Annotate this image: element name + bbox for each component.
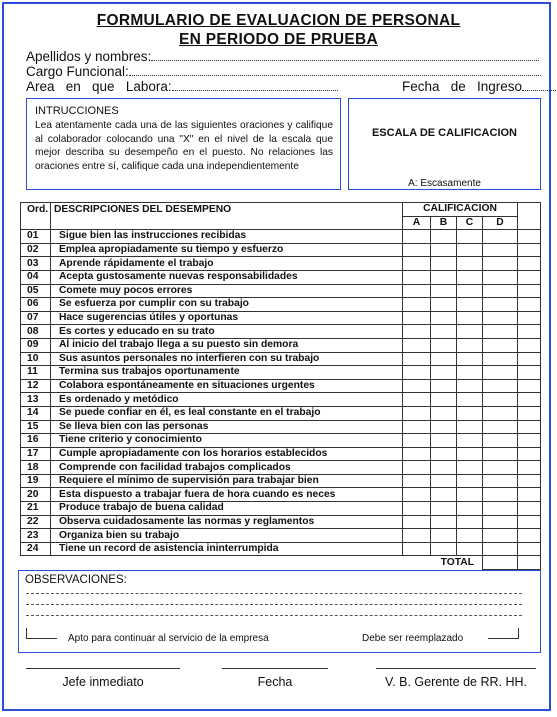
total-label: TOTAL: [440, 556, 474, 568]
grade-b-cell[interactable]: [431, 488, 457, 502]
row-description: Es ordenado y metódico: [51, 393, 403, 407]
row-description: Se esfuerza por cumplir con su trabajo: [51, 298, 403, 312]
grade-c-cell[interactable]: [457, 515, 483, 529]
grade-a-cell[interactable]: [403, 379, 431, 393]
row-description: Organiza bien su trabajo: [51, 529, 403, 543]
grade-c-cell[interactable]: [457, 270, 483, 284]
grade-d-cell[interactable]: [483, 406, 518, 420]
table-row: [21, 420, 541, 434]
signature-line-jefe[interactable]: [26, 668, 180, 669]
grade-d-cell[interactable]: [483, 379, 518, 393]
row-number: 24: [21, 542, 51, 556]
table-row: [21, 488, 541, 502]
grade-b-cell[interactable]: [431, 325, 457, 339]
grade-c-cell[interactable]: [457, 298, 483, 312]
table-row: [21, 393, 541, 407]
grade-a-cell[interactable]: [403, 230, 431, 244]
reemplazo-checkbox[interactable]: [488, 628, 519, 639]
grade-c-cell[interactable]: [457, 379, 483, 393]
row-description: Esta dispuesto a trabajar fuera de hora cuando es neces: [51, 488, 403, 502]
grade-b-cell[interactable]: [431, 515, 457, 529]
signature-label-jefe: Jefe inmediato: [62, 675, 144, 689]
grade-c-cell[interactable]: [457, 243, 483, 257]
grade-b-cell[interactable]: [431, 270, 457, 284]
grade-c-cell[interactable]: [457, 406, 483, 420]
grade-d-cell[interactable]: [483, 311, 518, 325]
row-number: 11: [21, 366, 51, 380]
row-extra-cell: [518, 474, 541, 488]
grade-a-cell[interactable]: [403, 461, 431, 475]
apto-label: Apto para continuar al servicio de la empresa: [68, 633, 269, 644]
grade-a-cell[interactable]: [403, 420, 431, 434]
table-row: [21, 338, 541, 352]
grade-b-cell[interactable]: [431, 230, 457, 244]
grade-b-cell[interactable]: [431, 529, 457, 543]
grade-b-cell[interactable]: [431, 366, 457, 380]
field-fecha-ingreso-line[interactable]: [522, 79, 557, 91]
row-description: Tiene un record de asistencia ininterrumpida: [51, 542, 403, 556]
grade-c-cell[interactable]: [457, 461, 483, 475]
total-value-cell[interactable]: [483, 556, 518, 570]
grade-b-cell[interactable]: [431, 502, 457, 516]
observations-line-3[interactable]: [26, 615, 522, 616]
row-description: Se lleva bien con las personas: [51, 420, 403, 434]
grade-d-cell[interactable]: [483, 488, 518, 502]
header-calificacion: CALIFICACION: [403, 203, 518, 217]
table-row: [21, 461, 541, 475]
row-description: Sigue bien las instrucciones recibidas: [51, 230, 403, 244]
field-cargo[interactable]: [26, 64, 541, 79]
field-apellidos[interactable]: [26, 49, 539, 64]
grade-c-cell[interactable]: [457, 420, 483, 434]
observations-title: OBSERVACIONES:: [25, 574, 127, 586]
grade-a-cell[interactable]: [403, 325, 431, 339]
field-area[interactable]: [26, 79, 338, 94]
grade-a-cell[interactable]: [403, 366, 431, 380]
row-description: Sus asuntos personales no interfieren con su trabajo: [51, 352, 403, 366]
field-fecha-ingreso-label: Fecha de Ingreso: [402, 79, 523, 94]
row-number: 14: [21, 406, 51, 420]
row-extra-cell: [518, 542, 541, 556]
row-extra-cell: [518, 243, 541, 257]
table-total-row: [21, 556, 541, 570]
row-number: 21: [21, 502, 51, 516]
reemplazo-label: Debe ser reemplazado: [362, 633, 464, 644]
row-extra-cell: [518, 338, 541, 352]
row-description: Comete muy pocos errores: [51, 284, 403, 298]
row-description: Acepta gustosamente nuevas responsabilidades: [51, 270, 403, 284]
table-row: [21, 230, 541, 244]
row-number: 03: [21, 257, 51, 271]
field-cargo-label: Cargo Funcional:: [26, 64, 129, 79]
field-area-label: Area en que Labora:: [26, 79, 172, 94]
grade-b-cell[interactable]: [431, 379, 457, 393]
grade-c-cell[interactable]: [457, 311, 483, 325]
grade-d-cell[interactable]: [483, 338, 518, 352]
row-number: 22: [21, 515, 51, 529]
grade-b-cell[interactable]: [431, 420, 457, 434]
table-row: [21, 270, 541, 284]
grade-a-cell[interactable]: [403, 502, 431, 516]
table-row: [21, 502, 541, 516]
row-extra-cell: [518, 298, 541, 312]
row-extra-cell: [518, 393, 541, 407]
table-row: [21, 311, 541, 325]
table-row: [21, 434, 541, 448]
row-description: Termina sus trabajos oportunamente: [51, 366, 403, 380]
table-row: [21, 257, 541, 271]
grade-d-cell[interactable]: [483, 393, 518, 407]
row-extra-cell: [518, 366, 541, 380]
instructions-box: [26, 98, 341, 190]
grade-a-cell[interactable]: [403, 515, 431, 529]
row-number: 15: [21, 420, 51, 434]
table-row: [21, 325, 541, 339]
grade-d-cell[interactable]: [483, 243, 518, 257]
header-ord: Ord.: [21, 203, 51, 217]
field-apellidos-label: Apellidos y nombres:: [26, 49, 152, 64]
grade-b-cell[interactable]: [431, 461, 457, 475]
row-description: Observa cuidadosamente las normas y reglamentos: [51, 515, 403, 529]
grade-b-cell[interactable]: [431, 406, 457, 420]
grade-b-cell[interactable]: [431, 298, 457, 312]
grade-d-cell[interactable]: [483, 352, 518, 366]
grade-d-cell[interactable]: [483, 434, 518, 448]
row-description: Tiene criterio y conocimiento: [51, 434, 403, 448]
signature-label-gerente: V. B. Gerente de RR. HH.: [385, 675, 527, 689]
grade-a-cell[interactable]: [403, 284, 431, 298]
grade-d-cell[interactable]: [483, 447, 518, 461]
grade-a-cell[interactable]: [403, 257, 431, 271]
grade-d-cell[interactable]: [483, 257, 518, 271]
grade-a-cell[interactable]: [403, 311, 431, 325]
apto-checkbox[interactable]: [26, 628, 57, 639]
grade-d-cell[interactable]: [483, 461, 518, 475]
row-extra-cell: [518, 230, 541, 244]
row-number: 01: [21, 230, 51, 244]
grade-a-cell[interactable]: [403, 474, 431, 488]
form-title-line1: FORMULARIO DE EVALUACION DE PERSONAL: [96, 12, 461, 29]
row-extra-cell: [518, 447, 541, 461]
grade-d-cell[interactable]: [483, 474, 518, 488]
table-row: [21, 406, 541, 420]
grade-d-header: D: [483, 216, 518, 230]
grade-a-cell[interactable]: [403, 338, 431, 352]
scale-box: [348, 98, 541, 190]
grades-extra-blank: [518, 216, 541, 230]
grade-c-cell[interactable]: [457, 502, 483, 516]
grade-d-cell[interactable]: [483, 515, 518, 529]
grade-c-cell[interactable]: [457, 325, 483, 339]
row-extra-cell: [518, 488, 541, 502]
grade-d-cell[interactable]: [483, 420, 518, 434]
row-number: 13: [21, 393, 51, 407]
grade-c-cell[interactable]: [457, 338, 483, 352]
table-row: [21, 379, 541, 393]
grade-d-cell[interactable]: [483, 502, 518, 516]
observations-line-1[interactable]: [26, 593, 522, 594]
row-extra-cell: [518, 515, 541, 529]
signature-line-gerente[interactable]: [376, 668, 536, 669]
row-number: 20: [21, 488, 51, 502]
grade-c-cell[interactable]: [457, 447, 483, 461]
grade-a-cell[interactable]: [403, 488, 431, 502]
row-description: Cumple apropiadamente con los horarios establecidos: [51, 447, 403, 461]
grade-b-cell[interactable]: [431, 338, 457, 352]
grades-desc-blank: [51, 216, 403, 230]
table-row: [21, 243, 541, 257]
row-extra-cell: [518, 502, 541, 516]
grade-b-cell[interactable]: [431, 311, 457, 325]
grade-d-cell[interactable]: [483, 284, 518, 298]
table-row: [21, 298, 541, 312]
row-description: Se puede confiar en él, es leal constante en el trabajo: [51, 406, 403, 420]
grade-d-cell[interactable]: [483, 230, 518, 244]
grade-a-cell[interactable]: [403, 393, 431, 407]
grade-c-cell[interactable]: [457, 284, 483, 298]
observations-line-2[interactable]: [26, 604, 522, 605]
row-extra-cell: [518, 284, 541, 298]
table-row: [21, 284, 541, 298]
row-number: 05: [21, 284, 51, 298]
row-number: 10: [21, 352, 51, 366]
row-extra-cell: [518, 529, 541, 543]
row-number: 19: [21, 474, 51, 488]
grade-c-cell[interactable]: [457, 230, 483, 244]
row-description: Requiere el mínimo de supervisión para trabajar bien: [51, 474, 403, 488]
grade-a-cell[interactable]: [403, 447, 431, 461]
row-number: 06: [21, 298, 51, 312]
grade-c-cell[interactable]: [457, 529, 483, 543]
grades-ord-blank: [21, 216, 51, 230]
row-extra-cell: [518, 352, 541, 366]
row-extra-cell: [518, 379, 541, 393]
row-description: Emplea apropiadamente su tiempo y esfuerzo: [51, 243, 403, 257]
grade-b-cell[interactable]: [431, 284, 457, 298]
grade-c-cell[interactable]: [457, 352, 483, 366]
grade-a-cell[interactable]: [403, 298, 431, 312]
scale-item-a: A: Escasamente: [408, 178, 481, 189]
grade-c-cell[interactable]: [457, 434, 483, 448]
instructions-text: Lea atentamente cada una de las siguientes oraciones y califique al colaborador colocando una "X" en el nivel de la escala que mejor describa su desempeño en el puesto. No relaciones las oraciones entre sí, califique cada una independientemente: [35, 120, 333, 172]
row-number: 04: [21, 270, 51, 284]
row-extra-cell: [518, 420, 541, 434]
row-description: Hace sugerencias útiles y oportunas: [51, 311, 403, 325]
table-row: [21, 542, 541, 556]
grade-a-header: A: [403, 216, 431, 230]
row-extra-cell: [518, 325, 541, 339]
field-area-line[interactable]: [172, 79, 338, 91]
row-extra-cell: [518, 311, 541, 325]
row-number: 17: [21, 447, 51, 461]
table-row: [21, 352, 541, 366]
row-extra-cell: [518, 406, 541, 420]
grade-c-cell[interactable]: [457, 257, 483, 271]
grade-b-cell[interactable]: [431, 352, 457, 366]
grade-d-cell[interactable]: [483, 325, 518, 339]
grade-c-cell[interactable]: [457, 542, 483, 556]
table-row: [21, 529, 541, 543]
grade-c-header: C: [457, 216, 483, 230]
grade-a-cell[interactable]: [403, 529, 431, 543]
grade-d-cell[interactable]: [483, 298, 518, 312]
row-extra-cell: [518, 434, 541, 448]
grade-c-cell[interactable]: [457, 488, 483, 502]
row-number: 09: [21, 338, 51, 352]
grade-c-cell[interactable]: [457, 474, 483, 488]
grade-a-cell[interactable]: [403, 542, 431, 556]
grade-b-cell[interactable]: [431, 542, 457, 556]
table-row: [21, 474, 541, 488]
field-apellidos-line[interactable]: [151, 49, 539, 61]
grade-b-cell[interactable]: [431, 434, 457, 448]
grade-d-cell[interactable]: [483, 270, 518, 284]
grade-a-cell[interactable]: [403, 243, 431, 257]
signature-line-fecha[interactable]: [222, 668, 328, 669]
table-row: [21, 447, 541, 461]
row-number: 02: [21, 243, 51, 257]
grade-c-cell[interactable]: [457, 366, 483, 380]
table-header-row: [21, 203, 541, 217]
signature-label-fecha: Fecha: [257, 675, 293, 689]
grade-b-header: B: [431, 216, 457, 230]
grade-d-cell[interactable]: [483, 529, 518, 543]
grade-a-cell[interactable]: [403, 406, 431, 420]
grade-a-cell[interactable]: [403, 270, 431, 284]
grade-b-cell[interactable]: [431, 447, 457, 461]
row-description: Al inicio del trabajo llega a su puesto sin demora: [51, 338, 403, 352]
row-extra-cell: [518, 257, 541, 271]
grade-c-cell[interactable]: [457, 393, 483, 407]
grade-d-cell[interactable]: [483, 366, 518, 380]
row-extra-cell: [518, 270, 541, 284]
table-row: [21, 515, 541, 529]
table-grades-row: [21, 216, 541, 230]
row-description: Comprende con facilidad trabajos complicados: [51, 461, 403, 475]
row-description: Colabora espontáneamente en situaciones urgentes: [51, 379, 403, 393]
row-description: Es cortes y educado en su trato: [51, 325, 403, 339]
grade-b-cell[interactable]: [431, 243, 457, 257]
row-description: Aprende rápidamente el trabajo: [51, 257, 403, 271]
grade-b-cell[interactable]: [431, 474, 457, 488]
form-title-line2: EN PERIODO DE PRUEBA: [179, 31, 378, 48]
grade-b-cell[interactable]: [431, 257, 457, 271]
grade-a-cell[interactable]: [403, 352, 431, 366]
field-cargo-line[interactable]: [129, 64, 541, 76]
row-number: 16: [21, 434, 51, 448]
table-row: [21, 366, 541, 380]
evaluation-table: [20, 202, 541, 570]
row-number: 23: [21, 529, 51, 543]
header-extra: [518, 203, 541, 217]
grade-d-cell[interactable]: [483, 542, 518, 556]
total-extra-cell: [518, 556, 541, 570]
field-fecha-ingreso[interactable]: [402, 79, 557, 94]
grade-a-cell[interactable]: [403, 434, 431, 448]
row-extra-cell: [518, 461, 541, 475]
row-number: 08: [21, 325, 51, 339]
grade-b-cell[interactable]: [431, 393, 457, 407]
header-description: DESCRIPCIONES DEL DESEMPENO: [51, 203, 403, 217]
instructions-title: INTRUCCIONES: [35, 105, 119, 117]
scale-title: ESCALA DE CALIFICACION: [371, 127, 518, 139]
row-number: 18: [21, 461, 51, 475]
row-description: Produce trabajo de buena calidad: [51, 502, 403, 516]
row-number: 07: [21, 311, 51, 325]
row-number: 12: [21, 379, 51, 393]
